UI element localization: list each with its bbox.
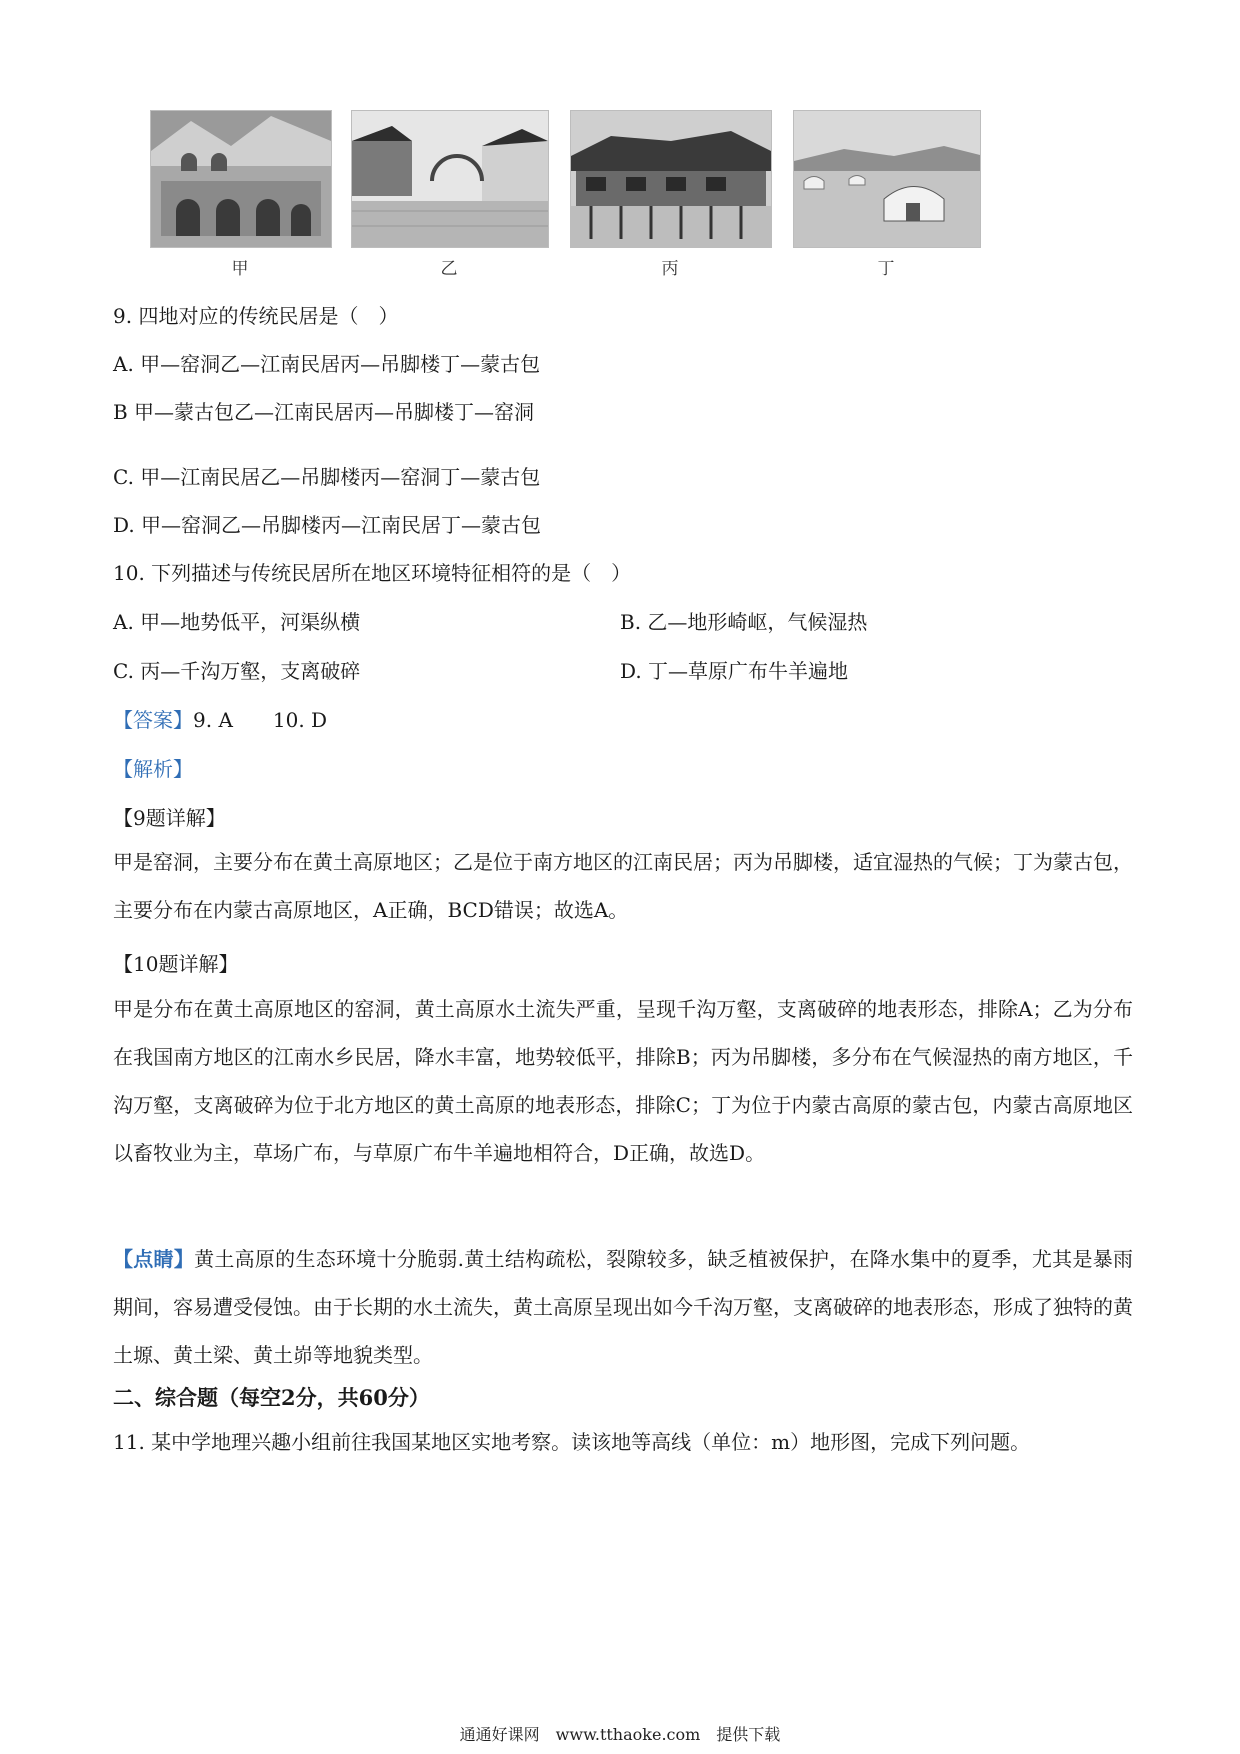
figure-label-yi: 乙 [440,259,458,279]
detail10-title: 【10题详解】 [113,952,239,976]
q11-stem: 11. 某中学地理兴趣小组前往我国某地区实地考察。读该地等高线（单位：m）地形图，完成下列问题。 [113,1430,1031,1454]
q10-option-a: A. 甲—地势低平，河渠纵横 [113,610,361,634]
q9-stem: 9. 四地对应的传统民居是（ ） [113,304,399,328]
q10-option-b: B. 乙—地形崎岖，气候湿热 [620,610,868,634]
jiangnan-image [352,111,548,247]
page-footer: 通通好课网 www.tthaoke.com 提供下载 [459,1725,781,1744]
diaojiaolou-image [571,111,771,247]
answer-text: 9. A 10. D [193,708,328,732]
q9-option-c: C. 甲—江南民居乙—吊脚楼丙—窑洞丁—蒙古包 [113,465,541,489]
q9-option-b: B 甲—蒙古包乙—江南民居丙—吊脚楼丁—窑洞 [113,400,535,424]
detail9-text: 甲是窑洞，主要分布在黄土高原地区；乙是位于南方地区的江南民居；丙为吊脚楼，适宜湿热的气候；丁为蒙古包，主要分布在内蒙古高原地区，A正确，BCD错误；故选A。 [113,850,1133,922]
q9-option-d: D. 甲—窑洞乙—吊脚楼丙—江南民居丁—蒙古包 [113,513,542,537]
q10-stem: 10. 下列描述与传统民居所在地区环境特征相符的是（ ） [113,561,632,585]
figure-diaojiaolou [570,110,772,248]
q10-option-c: C. 丙—千沟万壑，支离破碎 [113,659,361,683]
detail9-title: 【9题详解】 [113,806,226,830]
yaodong-image [151,111,331,247]
note-block [113,1235,1133,1379]
answer-line [113,706,327,734]
dwelling-figures [0,110,1240,280]
note-tag: 【点睛】 [113,1247,195,1271]
answer-tag: 【答案】 [113,708,193,732]
note-text: 黄土高原的生态环境十分脆弱.黄土结构疏松，裂隙较多，缺乏植被保护，在降水集中的夏季，尤其是暴雨期间，容易遭受侵蚀。由于长期的水土流失，黄土高原呈现出如今千沟万壑，支离破碎的地表形态，形成了独特的黄土塬、黄土梁、黄土峁等地貌类型。 [113,1247,1133,1367]
figure-yurt [793,110,981,248]
figure-yaodong [150,110,332,248]
q10-option-d: D. 丁—草原广布牛羊遍地 [620,659,849,683]
figure-label-ding: 丁 [877,259,895,279]
figure-label-bing: 丙 [661,259,679,279]
analysis-tag: 【解析】 [113,757,193,781]
figure-label-jia: 甲 [231,259,249,279]
q9-option-a: A. 甲—窑洞乙—江南民居丙—吊脚楼丁—蒙古包 [113,352,541,376]
detail10-text: 甲是分布在黄土高原地区的窑洞，黄土高原水土流失严重，呈现千沟万壑，支离破碎的地表形态，排除A；乙为分布在我国南方地区的江南水乡民居，降水丰富，地势较低平，排除B；丙为吊脚楼，多分布在气候湿热的南方地区，千沟万壑，支离破碎为位于北方地区的黄土高原的地表形态，排除C；丁为位于内蒙古高原的蒙古包，内蒙古高原地区以畜牧业为主，草场广布，与草原广布牛羊遍地相符合，D正确，故选D。 [113,997,1133,1165]
section2-title: 二、综合题（每空2分，共60分） [113,1385,430,1410]
figure-jiangnan [351,110,549,248]
yurt-image [794,111,980,247]
